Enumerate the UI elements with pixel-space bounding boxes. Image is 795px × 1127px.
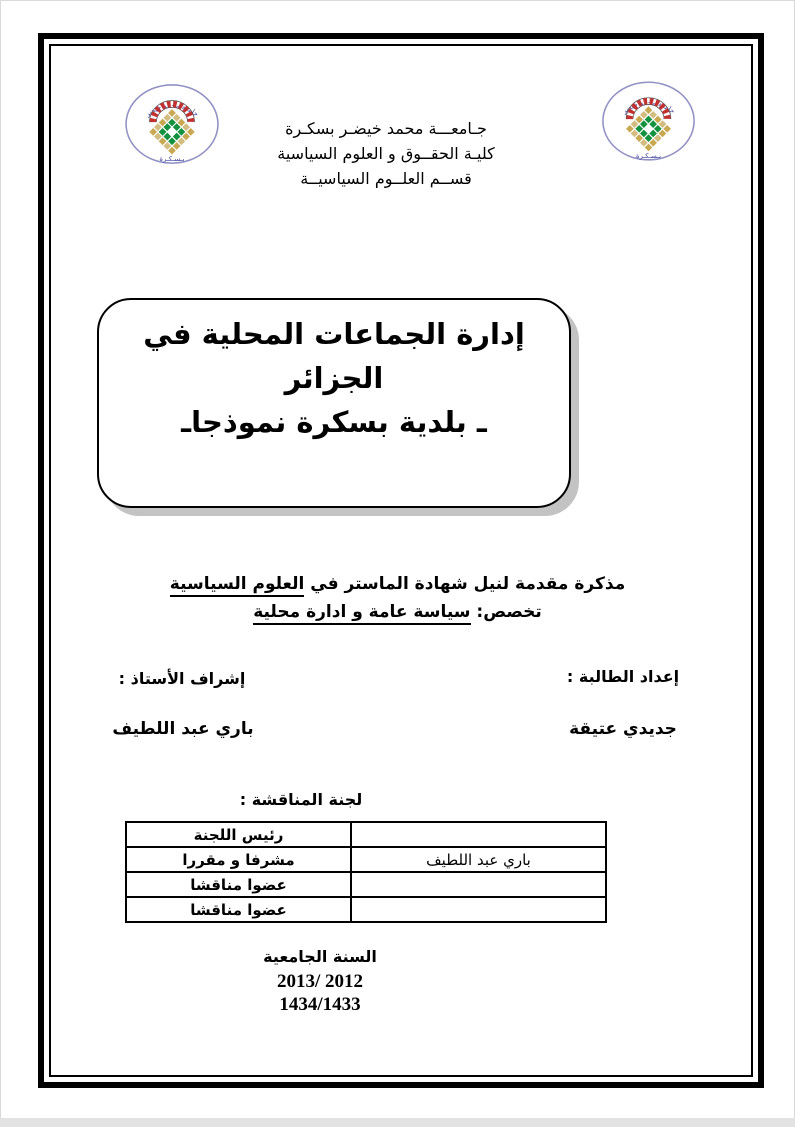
- memoir-line2: [0, 598, 795, 626]
- memoir-line1-underlined: العلوم السياسية: [170, 574, 305, 597]
- committee-role: رئيس اللجنة: [126, 822, 351, 847]
- memoir-line1-text: مذكرة مقدمة لنيل شهادة الماستر في: [304, 574, 626, 594]
- academic-year-block: [245, 944, 395, 1016]
- thesis-title-line1: إدارة الجماعات المحلية في الجزائر: [143, 317, 525, 395]
- logo-arc-text: جامعة محمد خيضر: [620, 98, 677, 116]
- committee-role: عضوا مناقشا: [126, 872, 351, 897]
- thesis-title-box: [97, 298, 571, 508]
- academic-year-hijri: 1434/1433: [279, 994, 361, 1015]
- student-name: جديدي عتيقة: [569, 719, 677, 739]
- committee-member-name: [351, 897, 606, 922]
- committee-member-name: [351, 872, 606, 897]
- memoir-line2-text: تخصص:: [470, 602, 542, 622]
- student-label: إعداد الطالبة :: [566, 667, 680, 686]
- table-row: [126, 897, 606, 922]
- university-logo-icon: [600, 79, 697, 165]
- institution-header: [236, 116, 536, 191]
- university-name: جـامعـــة محمد خيضـر بسكـرة: [285, 119, 487, 138]
- table-row: [126, 872, 606, 897]
- academic-year-label: السنة الجامعية: [263, 947, 377, 966]
- screenshot-bottom-edge: [0, 1118, 795, 1127]
- memoir-description: [0, 570, 795, 626]
- thesis-title-line2: ـ بلدية بسكرة نموذجاـ: [181, 405, 487, 439]
- committee-member-name: [351, 822, 606, 847]
- logo-base-text: بـسـكـرة: [159, 155, 185, 164]
- faculty-name: كليـة الحقــوق و العلوم السياسية: [277, 144, 495, 163]
- logo-arc-text: جامعة محمد خيضر: [143, 101, 201, 119]
- university-logo-icon: [122, 82, 222, 168]
- logo-base-text: بـسـكـرة: [636, 151, 661, 160]
- table-row: [126, 822, 606, 847]
- supervisor-name: باري عبد اللطيف: [112, 719, 254, 739]
- page-border-outer: [38, 33, 764, 1088]
- memoir-line1: [0, 570, 795, 598]
- committee-table: [125, 821, 607, 923]
- supervisor-label: إشراف الأستاذ :: [118, 669, 246, 688]
- committee-heading: لجنة المناقشة :: [239, 790, 363, 809]
- memoir-line2-underlined: سياسة عامة و ادارة محلية: [253, 602, 470, 625]
- academic-year-gregorian: 2013/ 2012: [276, 971, 364, 992]
- committee-role: عضوا مناقشا: [126, 897, 351, 922]
- department-name: قســم العلــوم السياسيــة: [300, 169, 472, 188]
- committee-member-name: باري عبد اللطيف: [351, 847, 606, 872]
- table-row: [126, 847, 606, 872]
- committee-role: مشرفا و مقررا: [126, 847, 351, 872]
